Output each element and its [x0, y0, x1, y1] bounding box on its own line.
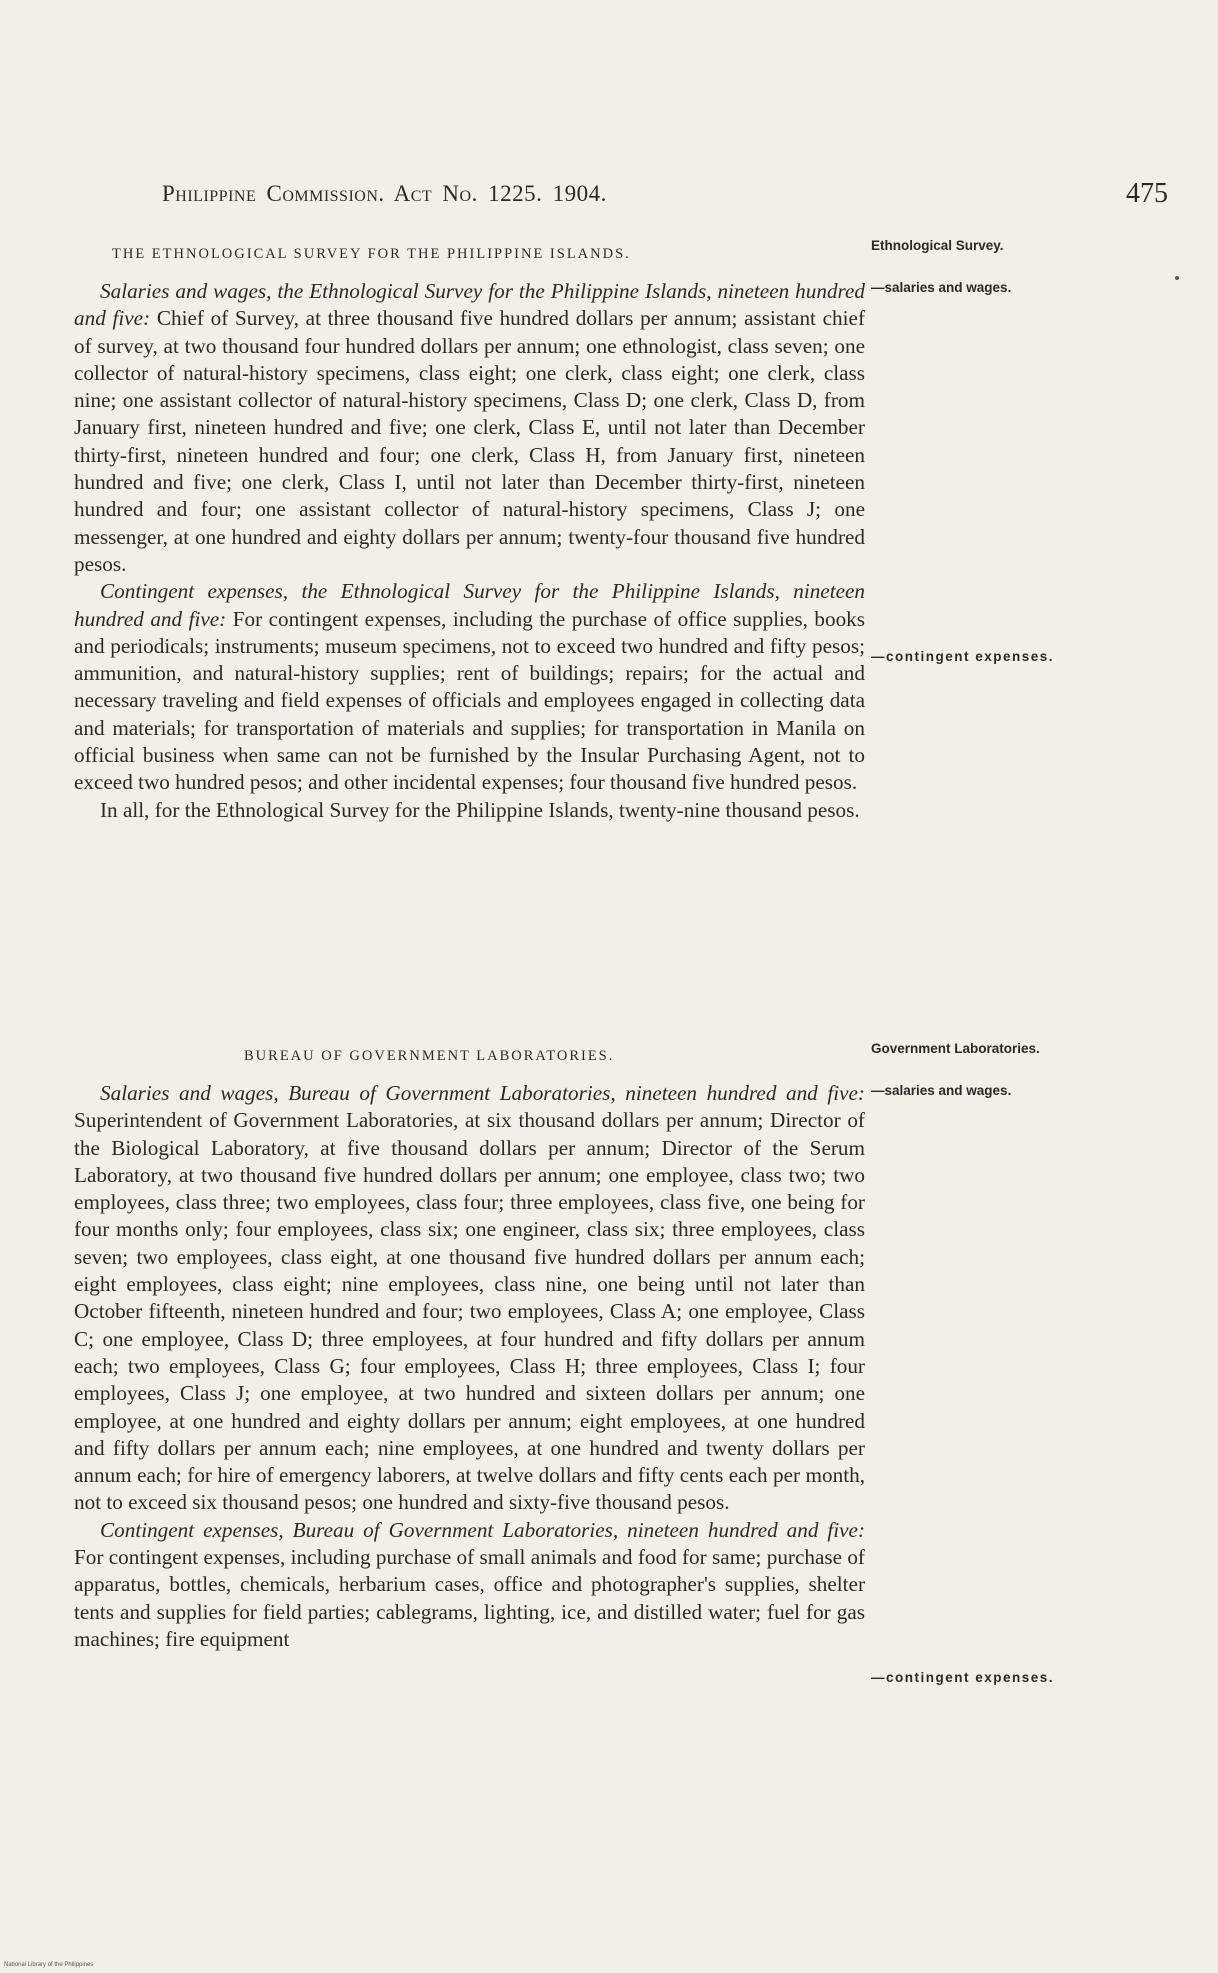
margin-note-contingent-2: —contingent expenses. [871, 1670, 1055, 1685]
ethnological-contingent-caption: Contingent expenses, the Ethnological Survey for the Philippine Islands, nineteen hundred and five: [74, 579, 865, 631]
page-number: 475 [1126, 178, 1168, 209]
scan-credit: National Library of the Philippines [4, 1962, 94, 1968]
margin-note-salaries-2: —salaries and wages. [871, 1083, 1012, 1098]
margin-note-salaries-1: —salaries and wages. [871, 280, 1012, 295]
ethnological-salaries-caption: Salaries and wages, the Ethnological Survey for the Philippine Islands, nineteen hundred and five: [74, 279, 865, 331]
laboratories-salaries-paragraph [74, 1080, 865, 1517]
ethnological-contingent-paragraph [74, 578, 865, 796]
ethnological-salaries-paragraph [74, 278, 865, 578]
ethnological-body [74, 278, 865, 824]
laboratories-body [74, 1080, 865, 1653]
section-heading-ethnological: THE ETHNOLOGICAL SURVEY FOR THE PHILIPPINE ISLANDS. [112, 246, 631, 262]
running-head: Philippine Commission. Act No. 1225. 1904. [162, 181, 607, 206]
margin-mark [1175, 276, 1179, 280]
margin-note-government-laboratories: Government Laboratories. [871, 1041, 1040, 1056]
ethnological-contingent-text: For contingent expenses, including the purchase of office supplies, books and periodicals; instruments; museum specimens, not to exceed two hundred and fifty pesos; ammunition, and natural-history supplies; rent of buildings; repairs; for the actual and necessary traveling and field expenses of officials and employees engaged in collecting data and materials; for transportation of materials and supplies; for transportation in Manila on official business when same can not be furnished by the Insular Purchasing Agent, not to exceed two hundred pesos; and other incidental expenses; four thousand five hundred pesos. [74, 606, 865, 795]
ethnological-total-paragraph: In all, for the Ethnological Survey for the Philippine Islands, twenty-nine thousand pesos. [100, 797, 860, 822]
section-heading-laboratories: BUREAU OF GOVERNMENT LABORATORIES. [244, 1048, 615, 1064]
laboratories-contingent-text: For contingent expenses, including purchase of small animals and food for same; purchase of apparatus, bottles, chemicals, herbarium cases, office and photographer's supplies, shelter tents and supplies for field parties; cablegrams, lighting, ice, and distilled water; fuel for gas machines; fire equipment [74, 1545, 865, 1651]
margin-note-contingent-1: —contingent expenses. [871, 649, 1055, 664]
laboratories-contingent-paragraph [74, 1517, 865, 1653]
ethnological-salaries-text: Chief of Survey, at three thousand five hundred dollars per annum; assistant chief of survey, at two thousand four hundred dollars per annum; one ethnologist, class seven; one collector of natural-history specimens, class eight; one clerk, class eight; one clerk, class nine; one assistant collector of natural-history specimens, Class D; one clerk, Class D, from January first, nineteen hundred and five; one clerk, Class E, until not later than December thirty-first, nineteen hundred and four; one clerk, Class H, from January first, nineteen hundred and five; one clerk, Class I, until not later than December thirty-first, nineteen hundred and four; one assistant collector of natural-history specimens, Class J; one messenger, at one hundred and eighty dollars per annum; twenty-four thousand five hundred pesos. [74, 306, 865, 576]
laboratories-contingent-caption: Contingent expenses, Bureau of Government Laboratories, nineteen hundred and five: [100, 1517, 865, 1542]
laboratories-salaries-text: Superintendent of Government Laboratories, at six thousand dollars per annum; Director of the Biological Laboratory, at five thousand dollars per annum; Director of the Serum Laboratory, at two thousand five hundred dollars per annum; one employee, class two; two employees, class three; two employees, class four; three employees, class five, one being for four months only; four employees, class six; one engineer, class six; three employees, class seven; two employees, class eight, at one thousand five hundred dollars per annum each; eight employees, class eight; nine employees, class nine, one being until not later than October fifteenth, nineteen hundred and four; two employees, Class A; one employee, Class C; one employee, Class D; three employees, at four hundred and fifty dollars per annum each; two employees, Class G; four employees, Class H; three employees, Class I; four employees, Class J; one employee, at two hundred and sixteen dollars per annum; one employee, at one hundred and eighty dollars per annum; eight employees, at one hundred and fifty dollars per annum each; nine employees, at one hundred and twenty dollars per annum each; for hire of emergency laborers, at twelve dollars and fifty cents each per month, not to exceed six thousand pesos; one hundred and sixty-five thousand pesos. [74, 1108, 865, 1515]
laboratories-salaries-caption: Salaries and wages, Bureau of Government Laboratories, nineteen hundred and five: [100, 1081, 865, 1105]
margin-note-ethnological-survey: Ethnological Survey. [871, 238, 1004, 253]
